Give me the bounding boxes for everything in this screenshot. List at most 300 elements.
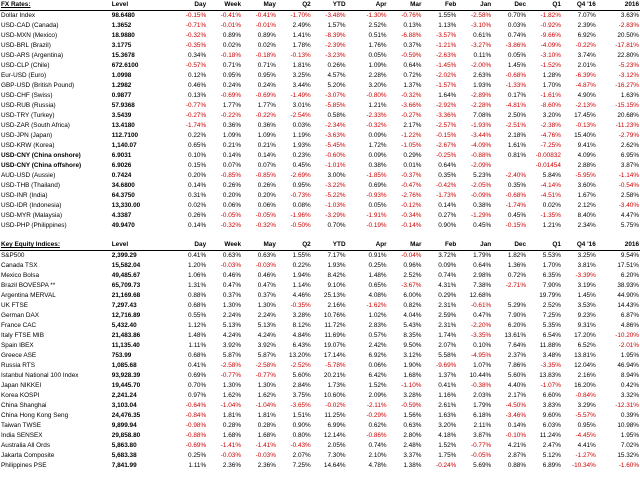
- pct-value: 7.08%: [473, 112, 492, 119]
- pct-value: 1.19%: [292, 132, 311, 139]
- pct-value: 1.11%: [188, 462, 207, 469]
- pct-value: 3.28%: [403, 392, 422, 399]
- pct-value: 2.58%: [620, 192, 639, 199]
- table-row: [0, 341, 640, 351]
- pct-value: 5.35%: [542, 322, 561, 329]
- pct-value: 1.21%: [368, 102, 387, 109]
- pct-value: 0.72%: [403, 72, 422, 79]
- pct-value: 6.89%: [542, 462, 561, 469]
- pct-value: 20.68%: [617, 112, 639, 119]
- pct-value: -1.41%: [220, 442, 242, 449]
- pct-value: 7.86%: [507, 362, 527, 369]
- row-label: USD-CAD (Canada): [1, 22, 59, 29]
- pct-value: -0.77%: [185, 102, 207, 109]
- pct-value: 1.52%: [438, 442, 457, 449]
- pct-value: 2.80%: [403, 432, 422, 439]
- pct-value: 1.48%: [368, 272, 387, 279]
- column-header: Mar: [388, 240, 423, 251]
- pct-value: -0.19%: [366, 222, 387, 229]
- table-row: [0, 151, 640, 161]
- pct-value: 1.38%: [403, 462, 422, 469]
- pct-value: 11.25%: [324, 412, 346, 419]
- pct-value: 0.13%: [188, 92, 207, 99]
- pct-value: 7.25%: [542, 312, 561, 319]
- column-header: Week: [207, 0, 242, 11]
- pct-value: 8.35%: [403, 332, 422, 339]
- pct-value: 0.22%: [292, 262, 311, 269]
- pct-value: 19.07%: [323, 342, 346, 349]
- level-value: 12,716.89: [111, 312, 141, 319]
- pct-value: 19.79%: [539, 292, 561, 299]
- level-value: 3.5439: [111, 112, 132, 119]
- pct-value: 0.95%: [577, 422, 596, 429]
- pct-value: 0.29%: [403, 152, 422, 159]
- pct-value: 0.06%: [222, 202, 242, 209]
- pct-value: -0.35%: [290, 302, 311, 309]
- pct-value: -1.07%: [540, 382, 561, 389]
- pct-value: 6.92%: [368, 352, 387, 359]
- level-value: 3.1775: [111, 42, 132, 49]
- pct-value: 4.78%: [368, 462, 387, 469]
- row-label: Korea KOSPI: [1, 392, 40, 399]
- pct-value: 0.26%: [257, 182, 276, 189]
- row-label: GBP-USD (British Pound): [1, 82, 75, 89]
- pct-value: 1.09%: [257, 132, 276, 139]
- pct-value: -0.88%: [470, 152, 492, 159]
- pct-value: 2.59%: [438, 312, 457, 319]
- pct-value: 1.57%: [327, 22, 346, 29]
- pct-value: -0.13%: [575, 122, 596, 129]
- pct-value: -2.76%: [401, 192, 422, 199]
- pct-value: 3.53%: [577, 302, 596, 309]
- pct-value: 0.14%: [438, 202, 457, 209]
- level-value: 5,683.38: [111, 452, 137, 459]
- pct-value: 1.12%: [188, 322, 207, 329]
- pct-value: 7.90%: [542, 282, 561, 289]
- pct-value: 6.99%: [327, 422, 346, 429]
- table-row: [0, 441, 640, 451]
- pct-value: 3.87%: [620, 162, 639, 169]
- pct-value: 1.93%: [473, 82, 492, 89]
- pct-value: 6.54%: [542, 332, 561, 339]
- pct-value: -1.49%: [290, 92, 311, 99]
- row-label: Japan NIKKEI: [1, 382, 42, 389]
- pct-value: 2.88%: [577, 162, 596, 169]
- pct-value: -2.20%: [470, 322, 492, 329]
- pct-value: -3.22%: [325, 182, 346, 189]
- pct-value: -0.03%: [220, 262, 242, 269]
- pct-value: -0.77%: [255, 372, 276, 379]
- pct-value: 1.55%: [292, 252, 311, 259]
- level-value: 6.9031: [111, 152, 132, 159]
- pct-value: -0.27%: [401, 112, 422, 119]
- pct-value: 1.75%: [438, 452, 457, 459]
- pct-value: 2.49%: [292, 22, 311, 29]
- pct-value: -2.58%: [470, 12, 492, 19]
- pct-value: 12.04%: [574, 362, 596, 369]
- pct-value: 0.14%: [188, 182, 207, 189]
- column-header: Q4 '16: [562, 0, 597, 11]
- pct-value: -3.12%: [618, 72, 639, 79]
- table-row: [0, 171, 640, 181]
- pct-value: 2.52%: [403, 272, 422, 279]
- pct-value: 0.72%: [507, 272, 527, 279]
- pct-value: 0.28%: [257, 422, 276, 429]
- pct-value: -0.59%: [401, 402, 422, 409]
- pct-value: -3.66%: [401, 102, 422, 109]
- pct-value: 2.18%: [507, 132, 527, 139]
- pct-value: 17.51%: [617, 262, 639, 269]
- level-value: 65,709.73: [111, 282, 141, 289]
- pct-value: -2.63%: [436, 52, 457, 59]
- pct-value: 0.11%: [473, 52, 492, 59]
- pct-value: 0.57%: [368, 332, 387, 339]
- pct-value: -0.05%: [470, 452, 492, 459]
- pct-value: 2.52%: [368, 22, 387, 29]
- pct-value: -1.93%: [470, 122, 492, 129]
- pct-value: 1.82%: [507, 252, 527, 259]
- column-header: Q2: [277, 240, 312, 251]
- pct-value: 0.74%: [368, 442, 387, 449]
- pct-value: 22.80%: [617, 52, 639, 59]
- pct-value: 0.02%: [222, 42, 242, 49]
- level-value: 13.4180: [111, 122, 135, 129]
- pct-value: 7.07%: [577, 12, 596, 19]
- pct-value: 0.31%: [188, 192, 207, 199]
- pct-value: 1.37%: [438, 372, 457, 379]
- column-header: May: [242, 0, 277, 11]
- pct-value: -3.39%: [575, 272, 596, 279]
- pct-value: -0.32%: [401, 92, 422, 99]
- column-header: YTD: [312, 240, 347, 251]
- pct-value: 2.24%: [257, 312, 276, 319]
- pct-value: -3.35%: [470, 332, 492, 339]
- pct-value: 1.64%: [438, 92, 457, 99]
- pct-value: 0.20%: [257, 192, 276, 199]
- pct-value: 4.84%: [292, 332, 311, 339]
- pct-value: 2.12%: [577, 202, 596, 209]
- row-label: USD-MYR (Malaysia): [1, 212, 63, 219]
- pct-value: -2.52%: [290, 362, 311, 369]
- pct-value: -0.09%: [470, 192, 492, 199]
- pct-value: -1.05%: [401, 142, 422, 149]
- pct-value: -1.03%: [325, 202, 346, 209]
- pct-value: -1.35%: [540, 212, 561, 219]
- pct-value: -3.67%: [401, 282, 422, 289]
- pct-value: 2.61%: [438, 402, 457, 409]
- pct-value: 2.03%: [473, 392, 492, 399]
- pct-value: 10.76%: [323, 312, 346, 319]
- level-value: 29,858.80: [111, 432, 141, 439]
- pct-value: -0.50%: [290, 222, 311, 229]
- pct-value: 0.81%: [507, 152, 527, 159]
- pct-value: 0.45%: [292, 162, 311, 169]
- table-row: [0, 41, 640, 51]
- pct-value: 0.34%: [188, 52, 207, 59]
- pct-value: -2.38%: [540, 122, 561, 129]
- pct-value: 4.47%: [620, 212, 639, 219]
- pct-value: 0.14%: [507, 422, 527, 429]
- pct-value: 6.87%: [620, 312, 639, 319]
- level-value: 6.9026: [111, 162, 132, 169]
- pct-value: 0.05%: [507, 52, 527, 59]
- pct-value: 1.55%: [438, 12, 457, 19]
- pct-value: -0.61%: [470, 302, 492, 309]
- pct-value: 1.07%: [473, 362, 492, 369]
- table-row: [0, 141, 640, 151]
- pct-value: 1.95%: [620, 352, 639, 359]
- pct-value: 16.20%: [574, 382, 596, 389]
- pct-value: -1.52%: [540, 62, 561, 69]
- pct-value: 1.52%: [368, 382, 387, 389]
- pct-value: -0.04%: [401, 252, 422, 259]
- table-row: [0, 381, 640, 391]
- pct-value: 0.29%: [438, 292, 457, 299]
- pct-value: 1.13%: [438, 22, 457, 29]
- pct-value: 0.80%: [292, 432, 311, 439]
- row-label: USD-ARS (Argentina): [1, 52, 64, 59]
- pct-value: -4.09%: [540, 42, 561, 49]
- pct-value: -0.25%: [436, 152, 457, 159]
- pct-value: 0.38%: [473, 202, 492, 209]
- pct-value: 1.30%: [222, 382, 242, 389]
- pct-value: 0.45%: [507, 212, 527, 219]
- pct-value: 5.53%: [542, 252, 561, 259]
- pct-value: -0.76%: [401, 12, 422, 19]
- pct-value: 1.79%: [473, 252, 492, 259]
- pct-value: 1.09%: [368, 62, 387, 69]
- pct-value: 14.43%: [617, 302, 639, 309]
- pct-value: 0.82%: [403, 302, 422, 309]
- pct-value: 0.27%: [438, 212, 457, 219]
- pct-value: 4.24%: [222, 332, 242, 339]
- pct-value: 0.38%: [368, 162, 387, 169]
- pct-value: -0.01%: [255, 22, 276, 29]
- row-label: Italy FTSE MIB: [1, 332, 44, 339]
- level-value: 15,582.04: [111, 262, 141, 269]
- pct-value: 3.20%: [542, 112, 561, 119]
- pct-value: 0.45%: [473, 222, 492, 229]
- table-row: [0, 431, 640, 441]
- table-row: [0, 111, 640, 121]
- table-row: [0, 91, 640, 101]
- pct-value: -5.45%: [325, 142, 346, 149]
- pct-value: 8.40%: [577, 212, 596, 219]
- pct-value: -3.10%: [470, 22, 492, 29]
- pct-value: 0.61%: [473, 32, 492, 39]
- pct-value: 1.62%: [222, 392, 242, 399]
- row-label: USD-RUB (Russia): [1, 102, 56, 109]
- pct-value: 1.45%: [577, 292, 596, 299]
- pct-value: -2.89%: [470, 92, 492, 99]
- pct-value: 8.94%: [620, 372, 639, 379]
- pct-value: -5.85%: [325, 102, 346, 109]
- pct-value: 6.20%: [620, 272, 639, 279]
- pct-value: -4.14%: [540, 182, 561, 189]
- row-label: France CAC: [1, 322, 37, 329]
- pct-value: 1.70%: [542, 262, 561, 269]
- pct-value: 0.65%: [188, 142, 207, 149]
- pct-value: -4.09%: [470, 142, 492, 149]
- pct-value: -0.38%: [470, 382, 492, 389]
- pct-value: 7.25%: [292, 462, 311, 469]
- table-row: [0, 51, 640, 61]
- column-header: Mar: [388, 0, 423, 11]
- pct-value: 3.19%: [577, 282, 596, 289]
- pct-value: -2.34%: [325, 122, 346, 129]
- table-row: [0, 121, 640, 131]
- pct-value: 2.28%: [368, 72, 387, 79]
- pct-value: 46.94%: [617, 362, 639, 369]
- pct-value: 3.28%: [292, 312, 311, 319]
- column-header: Feb: [422, 0, 457, 11]
- row-label: USD-JPN (Japan): [1, 132, 53, 139]
- column-header: Level: [111, 0, 173, 11]
- pct-value: 2.63%: [473, 72, 492, 79]
- level-value: 98.6480: [111, 12, 135, 19]
- pct-value: 5.43%: [403, 322, 422, 329]
- pct-value: -0.18%: [220, 52, 242, 59]
- level-value: 7,297.43: [111, 302, 137, 309]
- pct-value: -0.02%: [325, 402, 346, 409]
- pct-value: -0.01454: [535, 162, 561, 169]
- row-label: USD-BRL (Brazil): [1, 42, 51, 49]
- pct-value: -0.22%: [575, 42, 596, 49]
- pct-value: -2.67%: [436, 142, 457, 149]
- pct-value: 1.74%: [438, 332, 457, 339]
- pct-value: 0.37%: [403, 42, 422, 49]
- pct-value: -1.22%: [401, 132, 422, 139]
- pct-value: -0.84%: [185, 412, 207, 419]
- pct-value: -8.60%: [540, 102, 561, 109]
- table-row: [0, 201, 640, 211]
- level-value: 753.99: [111, 352, 132, 359]
- pct-value: 0.24%: [222, 82, 242, 89]
- pct-value: 4.41%: [577, 442, 596, 449]
- pct-value: -2.00%: [470, 62, 492, 69]
- pct-value: 15.32%: [617, 452, 639, 459]
- pct-value: -0.27%: [185, 112, 207, 119]
- pct-value: 0.70%: [188, 382, 207, 389]
- pct-value: -0.69%: [220, 92, 242, 99]
- pct-value: 2.47%: [542, 442, 561, 449]
- table-row: [0, 311, 640, 321]
- column-header: Dec: [492, 0, 527, 11]
- pct-value: 0.09%: [368, 152, 387, 159]
- pct-value: 3.92%: [222, 342, 242, 349]
- pct-value: 3.81%: [577, 262, 596, 269]
- pct-value: -1.21%: [436, 42, 457, 49]
- pct-value: 0.12%: [188, 72, 207, 79]
- level-value: 49.9470: [111, 222, 135, 229]
- pct-value: -3.29%: [325, 212, 346, 219]
- pct-value: 0.55%: [188, 312, 207, 319]
- pct-value: 1.93%: [327, 262, 346, 269]
- pct-value: 1.14%: [292, 282, 311, 289]
- pct-value: 0.08%: [292, 202, 311, 209]
- pct-value: 1.67%: [577, 192, 596, 199]
- pct-value: 10.44%: [469, 372, 492, 379]
- row-label: Eur-USD (Euro): [1, 72, 47, 79]
- level-value: 19,445.70: [111, 382, 141, 389]
- column-header: Q4 '16: [562, 240, 597, 251]
- pct-value: -7.25%: [540, 142, 561, 149]
- pct-value: -0.29%: [366, 412, 387, 419]
- pct-value: 6.00%: [403, 292, 422, 299]
- pct-value: 0.24%: [257, 82, 276, 89]
- table-row: [0, 211, 640, 221]
- pct-value: 2.37%: [507, 352, 527, 359]
- fx-rates-header-row: [0, 0, 640, 11]
- pct-value: 3.20%: [438, 422, 457, 429]
- row-label: China Hong Kong Seng: [1, 412, 69, 419]
- pct-value: 1.77%: [257, 102, 276, 109]
- pct-value: 7.02%: [620, 442, 639, 449]
- pct-value: -1.62%: [366, 302, 387, 309]
- equity-indices-title: Key Equity Indices:: [0, 240, 111, 251]
- pct-value: 0.14%: [257, 152, 276, 159]
- table-row: [0, 291, 640, 301]
- pct-value: 0.47%: [473, 312, 492, 319]
- pct-value: 0.28%: [222, 422, 242, 429]
- table-row: [0, 271, 640, 281]
- pct-value: -0.68%: [505, 72, 527, 79]
- pct-value: 0.58%: [327, 112, 346, 119]
- pct-value: 1.76%: [368, 42, 387, 49]
- pct-value: 2.17%: [403, 122, 422, 129]
- pct-value: 5.20%: [327, 82, 346, 89]
- pct-value: 2.62%: [620, 142, 639, 149]
- column-header: 2016: [597, 240, 640, 251]
- pct-value: 0.36%: [257, 122, 276, 129]
- pct-value: -10.20%: [615, 332, 639, 339]
- pct-value: -5.57%: [575, 412, 596, 419]
- pct-value: 1.51%: [292, 412, 311, 419]
- table-row: [0, 461, 640, 471]
- pct-value: 0.14%: [188, 222, 207, 229]
- pct-value: 9.23%: [577, 312, 596, 319]
- pct-value: 0.10%: [473, 342, 492, 349]
- pct-value: 0.47%: [222, 282, 242, 289]
- pct-value: 0.06%: [257, 202, 276, 209]
- pct-value: -0.03%: [220, 452, 242, 459]
- column-header: May: [242, 240, 277, 251]
- pct-value: 20.21%: [323, 372, 346, 379]
- pct-value: 5.58%: [438, 352, 457, 359]
- table-row: [0, 301, 640, 311]
- row-label: USD-ZAR (South Africa): [1, 122, 70, 129]
- pct-value: 0.62%: [368, 422, 387, 429]
- pct-value: 3.48%: [542, 352, 561, 359]
- pct-value: -3.36%: [436, 112, 457, 119]
- level-value: 57.9368: [111, 102, 135, 109]
- equity-indices-header-row: [0, 240, 640, 251]
- pct-value: 11.72%: [324, 322, 346, 329]
- pct-value: 20.50%: [617, 32, 639, 39]
- level-value: 2,399.29: [111, 252, 137, 259]
- pct-value: 7.64%: [507, 342, 527, 349]
- pct-value: 0.09%: [438, 262, 457, 269]
- row-label: Istanbul National 100 Index: [1, 372, 79, 379]
- pct-value: -0.47%: [401, 182, 422, 189]
- level-value: 3,103.04: [111, 402, 137, 409]
- pct-value: -0.10%: [505, 432, 527, 439]
- pct-value: 0.90%: [438, 222, 457, 229]
- pct-value: -0.24%: [436, 462, 457, 469]
- pct-value: 0.21%: [222, 142, 242, 149]
- row-label: USD-MXN (Mexico): [1, 32, 58, 39]
- pct-value: 6.43%: [292, 342, 311, 349]
